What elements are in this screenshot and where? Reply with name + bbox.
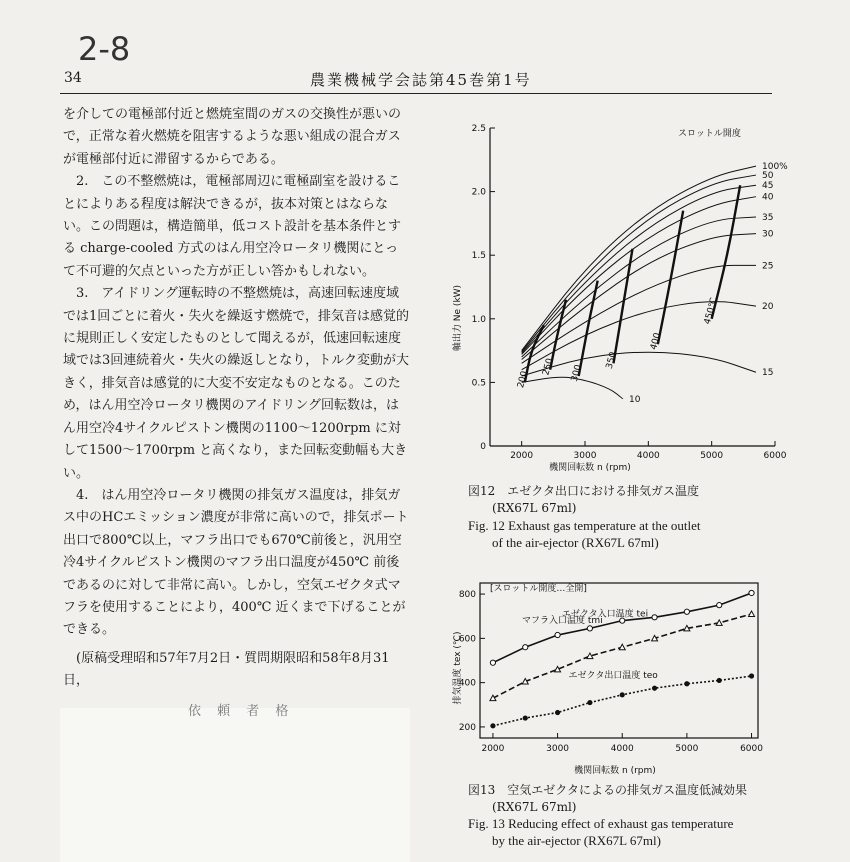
fig13-point [717,678,722,683]
paper-overlay [60,708,410,862]
fig12-throttle-label: スロットル開度 [678,129,741,139]
fig12-throttle-label: 35 [762,213,774,224]
body-text-column [63,104,409,693]
fig12-isotherm-label: 250 [541,357,556,377]
fig13-y-tick-label: 400 [458,678,476,689]
fig13-point [555,710,560,715]
fig13-series-label: エゼクタ入口温度 tei [561,609,649,620]
fig13-point [587,626,592,631]
running-title: 農業機械学会誌第45巻第1号 [310,71,532,89]
obscured-text: 依 頼 者 格 [188,704,295,719]
fig12-caption-ja-1: 図12 エゼクタ出口における排気ガス温度 [468,484,700,498]
fig12-y-tick-label: 0.5 [471,378,486,389]
fig12-isotherm-label: 350 [604,350,619,371]
fig13-y-tick-label: 600 [458,634,476,645]
fig13-point [523,715,528,720]
fig13-y-tick-label: 800 [458,590,476,601]
fig13-point [717,603,722,608]
fig12-x-tick-label: 4000 [636,451,660,461]
fig13-caption-en-1: Fig. 13 Reducing effect of exhaust gas temperature [468,816,734,831]
header-rule [60,93,772,94]
fig12-throttle-label: 40 [762,192,774,203]
fig13-x-tick-label: 5000 [675,744,699,754]
fig13-point [490,723,495,728]
fig13-point [587,700,592,705]
fig13-point [523,645,528,650]
fig12-isotherm [614,249,633,363]
fig12-throttle-label: 45 [762,181,774,192]
fig12-y-tick-label: 0 [480,442,486,452]
handwritten-mark: 2-8 [78,30,131,68]
fig12-throttle-label: 25 [762,261,774,272]
fig13-point [749,590,754,595]
fig12-throttle-label: 50 [762,171,774,182]
fig13-x-tick-label: 2000 [481,744,505,754]
fig12-throttle-curve [522,166,756,350]
receipt-note: (原稿受理昭和57年7月2日・質問期限昭和58年8月31日， [63,650,390,689]
paragraph-3: 3. アイドリング運転時の不整燃焼は，高速回転速度域では1回ごとに着火・失火を繰返す燃焼で，排気音は感覚的に規則正しく安定したものとして聞えるが，低速回転速度域では3回連続着火・失火の繰返しとなり，トルク変動が大きく，排気音は感覚的に大変不安定なものとなる。このため，はん用空冷ロータリ機関のアイドリング回転数は，はん用空冷4サイクルピストン機関の1100～1200rpm に対して1500～1700rpm と高くなり，また回転変動幅も大きい。 [63,286,410,481]
fig13-point [652,686,657,691]
fig13-chart [450,573,770,778]
fig13-ylabel: 排気温度 tex (℃) [453,631,463,705]
fig12-caption-en-2: of the air-ejector (RX67L 67ml) [492,535,659,550]
fig13-series-label: マフラ入口温度 tmi [522,616,603,627]
fig12-chart [450,108,790,478]
fig12-isotherm [579,281,598,376]
fig13-point [620,692,625,697]
fig12-y-tick-label: 2.0 [471,187,486,198]
paragraph-1: を介しての電極部付近と燃焼室間のガスの交換性が悪いので，正常な着火燃焼を阻害するような悪い組成の混合ガスが電極部付近に滞留するからである。 [63,107,402,167]
fig13-caption-ja-2: (RX67L 67ml) [492,800,577,814]
fig13-point [490,660,495,665]
fig13-series-line [493,614,752,698]
fig13-xlabel: 機関回転数 n (rpm) [574,766,656,776]
paragraph-4: 4. はん用空冷ロータリ機関の排気ガス温度は，排気ガス中のHCエミッション濃度が非常に高いので，排気ポート出口で800℃以上，マフラ出口でも670℃前後と，汎用空冷4サイクルピストン機関のマフラ出口温度が450℃ 前後であるのに対して非常に高い。しかし，空気エゼクタ式マフラを使用することにより，400℃ 近くまで下げることができる。 [63,487,409,638]
fig12-throttle-curve [522,352,756,376]
fig12-x-tick-label: 5000 [700,451,724,461]
fig13-caption-ja-1: 図13 空気エゼクタによるの排気ガス温度低減効果 [468,783,748,797]
fig12-isotherm-label: 300 [569,363,585,383]
fig12-throttle-label: 20 [762,302,774,313]
fig13-point [684,681,689,686]
fig13-x-tick-label: 3000 [546,744,570,754]
fig13-point [587,653,593,659]
fig12-isotherm-label: 400 [649,331,664,352]
fig13-series-label: エゼクタ出口温度 teo [568,671,658,682]
fig13-series-line [493,676,752,726]
fig12-y-tick-label: 1.0 [471,314,486,325]
fig12-throttle-label: 10 [629,394,641,405]
fig13-y-tick-label: 200 [458,722,476,733]
fig12-x-tick-label: 6000 [763,451,787,461]
fig12-y-tick-label: 1.5 [471,251,486,262]
fig12-throttle-curve [522,175,756,352]
fig12-throttle-label: 30 [762,229,774,240]
fig13-x-tick-label: 4000 [610,744,634,754]
fig12-throttle-label: 100% [762,162,788,173]
paragraph-2: 2. この不整燃焼は，電極部周辺に電極副室を設けることによりある程度は解決できるが，抜本対策とはならない。この問題は，構造簡単，低コスト設計を基本条件とする charge-cooled 方式のはん用空冷ロータリ機関にとって不可避的欠点といった方が正しい答かもしれない。 [63,174,402,279]
fig13-point [684,609,689,614]
fig12-caption-en-1: Fig. 12 Exhaust gas temperature at the outlet [468,518,701,533]
fig12-ylabel: 軸出力 Ne (kW) [453,284,463,352]
fig13-caption-en-2: by the air-ejector (RX67L 67ml) [492,833,661,848]
fig13-point [652,615,657,620]
fig12-x-tick-label: 3000 [573,451,597,461]
fig12-xlabel: 機関回転数 n (rpm) [549,463,631,473]
fig12-x-tick-label: 2000 [510,451,534,461]
fig13-x-tick-label: 6000 [740,744,763,754]
fig13-point [555,632,560,637]
fig12-y-tick-label: 2.5 [471,124,486,134]
fig13-point [749,673,754,678]
fig13-legend-note: [スロットル開度…全開] [490,584,587,594]
fig13-series-line [493,593,752,663]
fig12-throttle-label: 15 [762,368,774,379]
fig12-isotherm-label: 200 [516,369,531,390]
fig12-isotherm-label: 450℃ [702,296,720,326]
page-number: 34 [64,70,82,86]
fig12-caption-ja-2: (RX67L 67ml) [492,501,577,515]
